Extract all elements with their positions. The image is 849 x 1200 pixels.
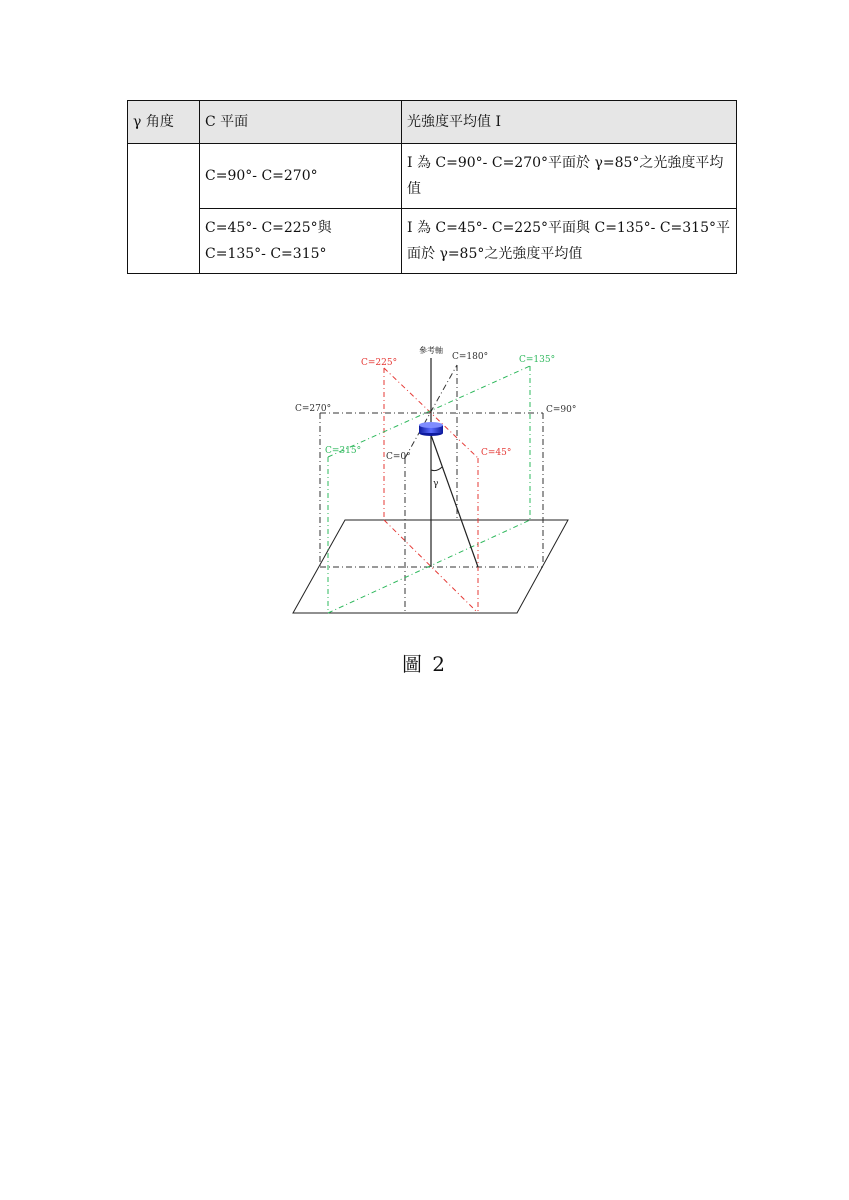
c-plane-cell: C=90°- C=270° [200,144,402,209]
label-c0: C=0° [386,452,411,462]
label-c180: C=180° [452,352,489,362]
lamp-icon [419,422,443,436]
label-c135: C=135° [519,355,556,365]
intensity-cell: I 為 C=90°- C=270°平面於 γ=85°之光強度平均值 [402,144,737,209]
header-gamma-angle: γ 角度 [128,101,200,144]
intensity-cell: I 為 C=45°- C=225°平面與 C=135°- C=315°平面於 γ=85°之光強度平均值 [402,209,737,274]
label-reference-axis: 參考軸 [419,346,443,355]
header-intensity: 光強度平均值 I [402,101,737,144]
label-c225: C=225° [361,358,398,368]
label-c270: C=270° [295,404,332,414]
gamma-ray-line [431,435,478,567]
label-c315: C=315° [325,446,362,456]
figure-caption: 圖 2 [401,652,448,676]
label-c45: C=45° [481,448,512,458]
c-plane-cell: C=45°- C=225°與 C=135°- C=315° [200,209,402,274]
plane-c135-c315 [328,366,530,613]
label-c90: C=90° [546,405,577,415]
label-gamma: γ [433,479,439,489]
header-c-plane: C 平面 [200,101,402,144]
gamma-arc [431,467,442,471]
